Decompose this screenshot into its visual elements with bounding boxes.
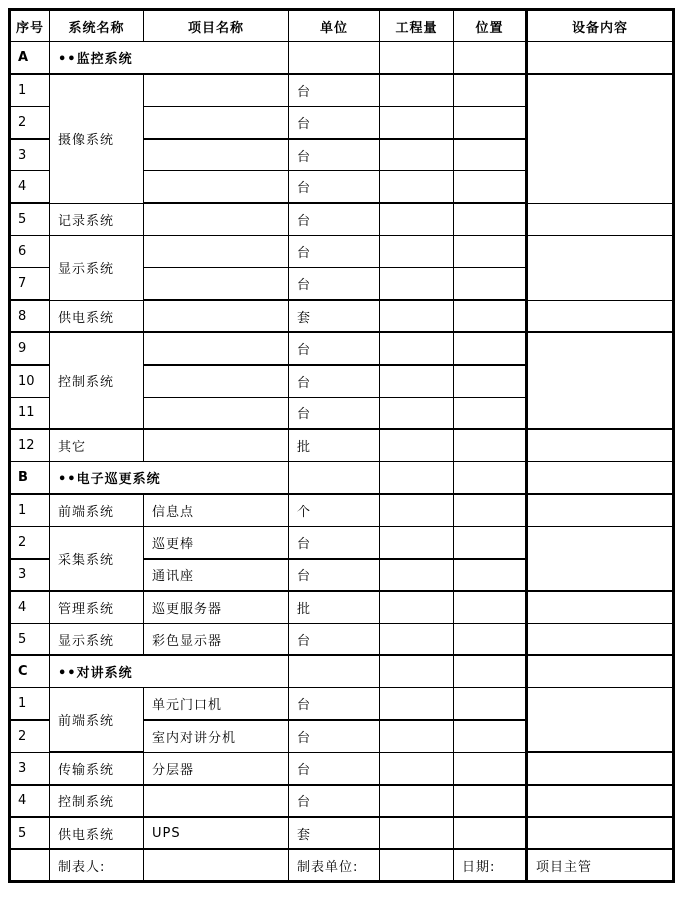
cell-project-name [144, 397, 289, 429]
cell-project-name: 室内对讲分机 [144, 720, 289, 752]
cell-equipment-content [527, 752, 674, 784]
cell-project-name [144, 74, 289, 106]
cell-serial: 2 [10, 526, 50, 558]
cell-quantity [380, 365, 454, 397]
cell-location [454, 332, 527, 364]
header-row [10, 10, 674, 42]
footer-cell-system-name: 制表人: [50, 849, 144, 881]
column-header-unit: 单位 [289, 10, 380, 42]
cell-serial: 3 [10, 139, 50, 171]
cell-quantity [380, 494, 454, 526]
cell-project-name: 信息点 [144, 494, 289, 526]
cell-equipment-content [527, 203, 674, 235]
cell-location [454, 139, 527, 171]
table-row [10, 74, 674, 106]
cell-unit: 台 [289, 397, 380, 429]
cell-system-name: 供电系统 [50, 817, 144, 849]
cell-project-name [144, 139, 289, 171]
cell-project-name [144, 203, 289, 235]
cell-quantity [380, 785, 454, 817]
cell-location [454, 429, 527, 461]
section-letter: B [10, 462, 50, 494]
cell-location [454, 817, 527, 849]
cell-project-name [144, 785, 289, 817]
cell-unit: 台 [289, 203, 380, 235]
cell-unit: 批 [289, 429, 380, 461]
footer-cell-serial [10, 849, 50, 881]
table-row [10, 526, 674, 558]
footer-cell-equipment-content: 项目主管 [527, 849, 674, 881]
cell-system-name: 前端系统 [50, 494, 144, 526]
section-row [10, 655, 674, 687]
cell-unit: 台 [289, 752, 380, 784]
document-sheet [8, 8, 672, 883]
table-row [10, 203, 674, 235]
cell-serial: 3 [10, 559, 50, 591]
column-header-location: 位置 [454, 10, 527, 42]
cell-project-name: 通讯座 [144, 559, 289, 591]
cell-equipment-content [527, 526, 674, 591]
cell-system-name: 控制系统 [50, 332, 144, 429]
cell-project-name: 巡更棒 [144, 526, 289, 558]
cell-project-name [144, 268, 289, 300]
cell-serial: 11 [10, 397, 50, 429]
cell-serial: 1 [10, 494, 50, 526]
cell-location [454, 106, 527, 138]
cell-location [454, 74, 527, 106]
column-header-project-name: 项目名称 [144, 10, 289, 42]
cell-quantity [380, 203, 454, 235]
table-row [10, 785, 674, 817]
cell-equipment-content [527, 429, 674, 461]
table-row [10, 429, 674, 461]
cell-unit: 台 [289, 559, 380, 591]
footer-cell-project-name [144, 849, 289, 881]
section-letter: C [10, 655, 50, 687]
cell-location [454, 494, 527, 526]
cell-quantity [380, 623, 454, 655]
table-row [10, 817, 674, 849]
cell-unit [289, 42, 380, 74]
cell-location [454, 655, 527, 687]
cell-serial: 2 [10, 720, 50, 752]
cell-unit: 台 [289, 688, 380, 720]
cell-project-name: 单元门口机 [144, 688, 289, 720]
cell-project-name [144, 365, 289, 397]
cell-quantity [380, 720, 454, 752]
cell-serial: 4 [10, 171, 50, 203]
table-row [10, 623, 674, 655]
section-title: ••监控系统 [50, 42, 289, 74]
equipment-table [8, 8, 675, 883]
cell-location [454, 591, 527, 623]
footer-row [10, 849, 674, 881]
cell-system-name: 显示系统 [50, 623, 144, 655]
footer-cell-location: 日期: [454, 849, 527, 881]
cell-unit: 套 [289, 300, 380, 332]
cell-quantity [380, 171, 454, 203]
cell-project-name: 分层器 [144, 752, 289, 784]
cell-unit: 台 [289, 785, 380, 817]
cell-unit: 台 [289, 365, 380, 397]
cell-system-name: 管理系统 [50, 591, 144, 623]
footer-cell-quantity [380, 849, 454, 881]
cell-equipment-content [527, 236, 674, 301]
cell-equipment-content [527, 462, 674, 494]
column-header-equipment-content: 设备内容 [527, 10, 674, 42]
cell-serial: 5 [10, 203, 50, 235]
cell-equipment-content [527, 591, 674, 623]
cell-serial: 10 [10, 365, 50, 397]
cell-project-name [144, 300, 289, 332]
cell-serial: 4 [10, 591, 50, 623]
cell-equipment-content [527, 494, 674, 526]
cell-unit: 台 [289, 106, 380, 138]
cell-serial: 1 [10, 74, 50, 106]
cell-quantity [380, 300, 454, 332]
section-title: ••电子巡更系统 [50, 462, 289, 494]
cell-unit: 台 [289, 236, 380, 268]
table-row [10, 332, 674, 364]
cell-quantity [380, 236, 454, 268]
cell-quantity [380, 429, 454, 461]
cell-project-name: 巡更服务器 [144, 591, 289, 623]
cell-equipment-content [527, 623, 674, 655]
cell-quantity [380, 688, 454, 720]
cell-equipment-content [527, 74, 674, 203]
cell-project-name [144, 106, 289, 138]
cell-location [454, 397, 527, 429]
cell-system-name: 前端系统 [50, 688, 144, 753]
cell-quantity [380, 462, 454, 494]
table-row [10, 300, 674, 332]
cell-unit: 台 [289, 139, 380, 171]
cell-quantity [380, 559, 454, 591]
cell-serial: 12 [10, 429, 50, 461]
table-row [10, 688, 674, 720]
cell-unit: 台 [289, 74, 380, 106]
cell-location [454, 688, 527, 720]
cell-quantity [380, 74, 454, 106]
cell-project-name [144, 236, 289, 268]
column-header-system-name: 系统名称 [50, 10, 144, 42]
cell-location [454, 559, 527, 591]
cell-equipment-content [527, 688, 674, 753]
cell-unit: 台 [289, 623, 380, 655]
cell-quantity [380, 817, 454, 849]
table-row [10, 236, 674, 268]
cell-project-name [144, 429, 289, 461]
cell-quantity [380, 139, 454, 171]
cell-quantity [380, 268, 454, 300]
cell-location [454, 171, 527, 203]
cell-location [454, 785, 527, 817]
cell-serial: 7 [10, 268, 50, 300]
cell-project-name [144, 171, 289, 203]
column-header-serial: 序号 [10, 10, 50, 42]
table-row [10, 591, 674, 623]
cell-system-name: 显示系统 [50, 236, 144, 301]
table-row [10, 752, 674, 784]
cell-project-name: UPS [144, 817, 289, 849]
cell-unit [289, 655, 380, 687]
cell-unit: 批 [289, 591, 380, 623]
cell-unit: 台 [289, 332, 380, 364]
cell-serial: 8 [10, 300, 50, 332]
column-header-quantity: 工程量 [380, 10, 454, 42]
cell-system-name: 记录系统 [50, 203, 144, 235]
cell-equipment-content [527, 817, 674, 849]
cell-unit: 个 [289, 494, 380, 526]
cell-location [454, 236, 527, 268]
cell-equipment-content [527, 300, 674, 332]
footer-cell-unit: 制表单位: [289, 849, 380, 881]
cell-serial: 5 [10, 623, 50, 655]
section-row [10, 462, 674, 494]
section-row [10, 42, 674, 74]
cell-system-name: 传输系统 [50, 752, 144, 784]
cell-quantity [380, 591, 454, 623]
cell-system-name: 其它 [50, 429, 144, 461]
section-letter: A [10, 42, 50, 74]
cell-serial: 4 [10, 785, 50, 817]
cell-serial: 2 [10, 106, 50, 138]
cell-system-name: 控制系统 [50, 785, 144, 817]
cell-serial: 6 [10, 236, 50, 268]
cell-location [454, 365, 527, 397]
cell-unit: 台 [289, 268, 380, 300]
cell-system-name: 采集系统 [50, 526, 144, 591]
cell-project-name [144, 332, 289, 364]
cell-quantity [380, 106, 454, 138]
cell-unit: 套 [289, 817, 380, 849]
cell-system-name: 供电系统 [50, 300, 144, 332]
cell-quantity [380, 397, 454, 429]
cell-project-name: 彩色显示器 [144, 623, 289, 655]
cell-location [454, 300, 527, 332]
cell-location [454, 268, 527, 300]
cell-quantity [380, 752, 454, 784]
cell-location [454, 203, 527, 235]
cell-location [454, 42, 527, 74]
cell-serial: 3 [10, 752, 50, 784]
cell-quantity [380, 526, 454, 558]
cell-location [454, 623, 527, 655]
table-row [10, 494, 674, 526]
cell-location [454, 752, 527, 784]
cell-location [454, 720, 527, 752]
cell-equipment-content [527, 655, 674, 687]
cell-location [454, 526, 527, 558]
cell-quantity [380, 42, 454, 74]
cell-system-name: 摄像系统 [50, 74, 144, 203]
cell-location [454, 462, 527, 494]
cell-unit: 台 [289, 171, 380, 203]
cell-serial: 1 [10, 688, 50, 720]
cell-quantity [380, 655, 454, 687]
cell-serial: 5 [10, 817, 50, 849]
cell-unit: 台 [289, 720, 380, 752]
section-title: ••对讲系统 [50, 655, 289, 687]
cell-equipment-content [527, 332, 674, 429]
cell-equipment-content [527, 785, 674, 817]
cell-unit: 台 [289, 526, 380, 558]
cell-equipment-content [527, 42, 674, 74]
cell-unit [289, 462, 380, 494]
cell-serial: 9 [10, 332, 50, 364]
cell-quantity [380, 332, 454, 364]
